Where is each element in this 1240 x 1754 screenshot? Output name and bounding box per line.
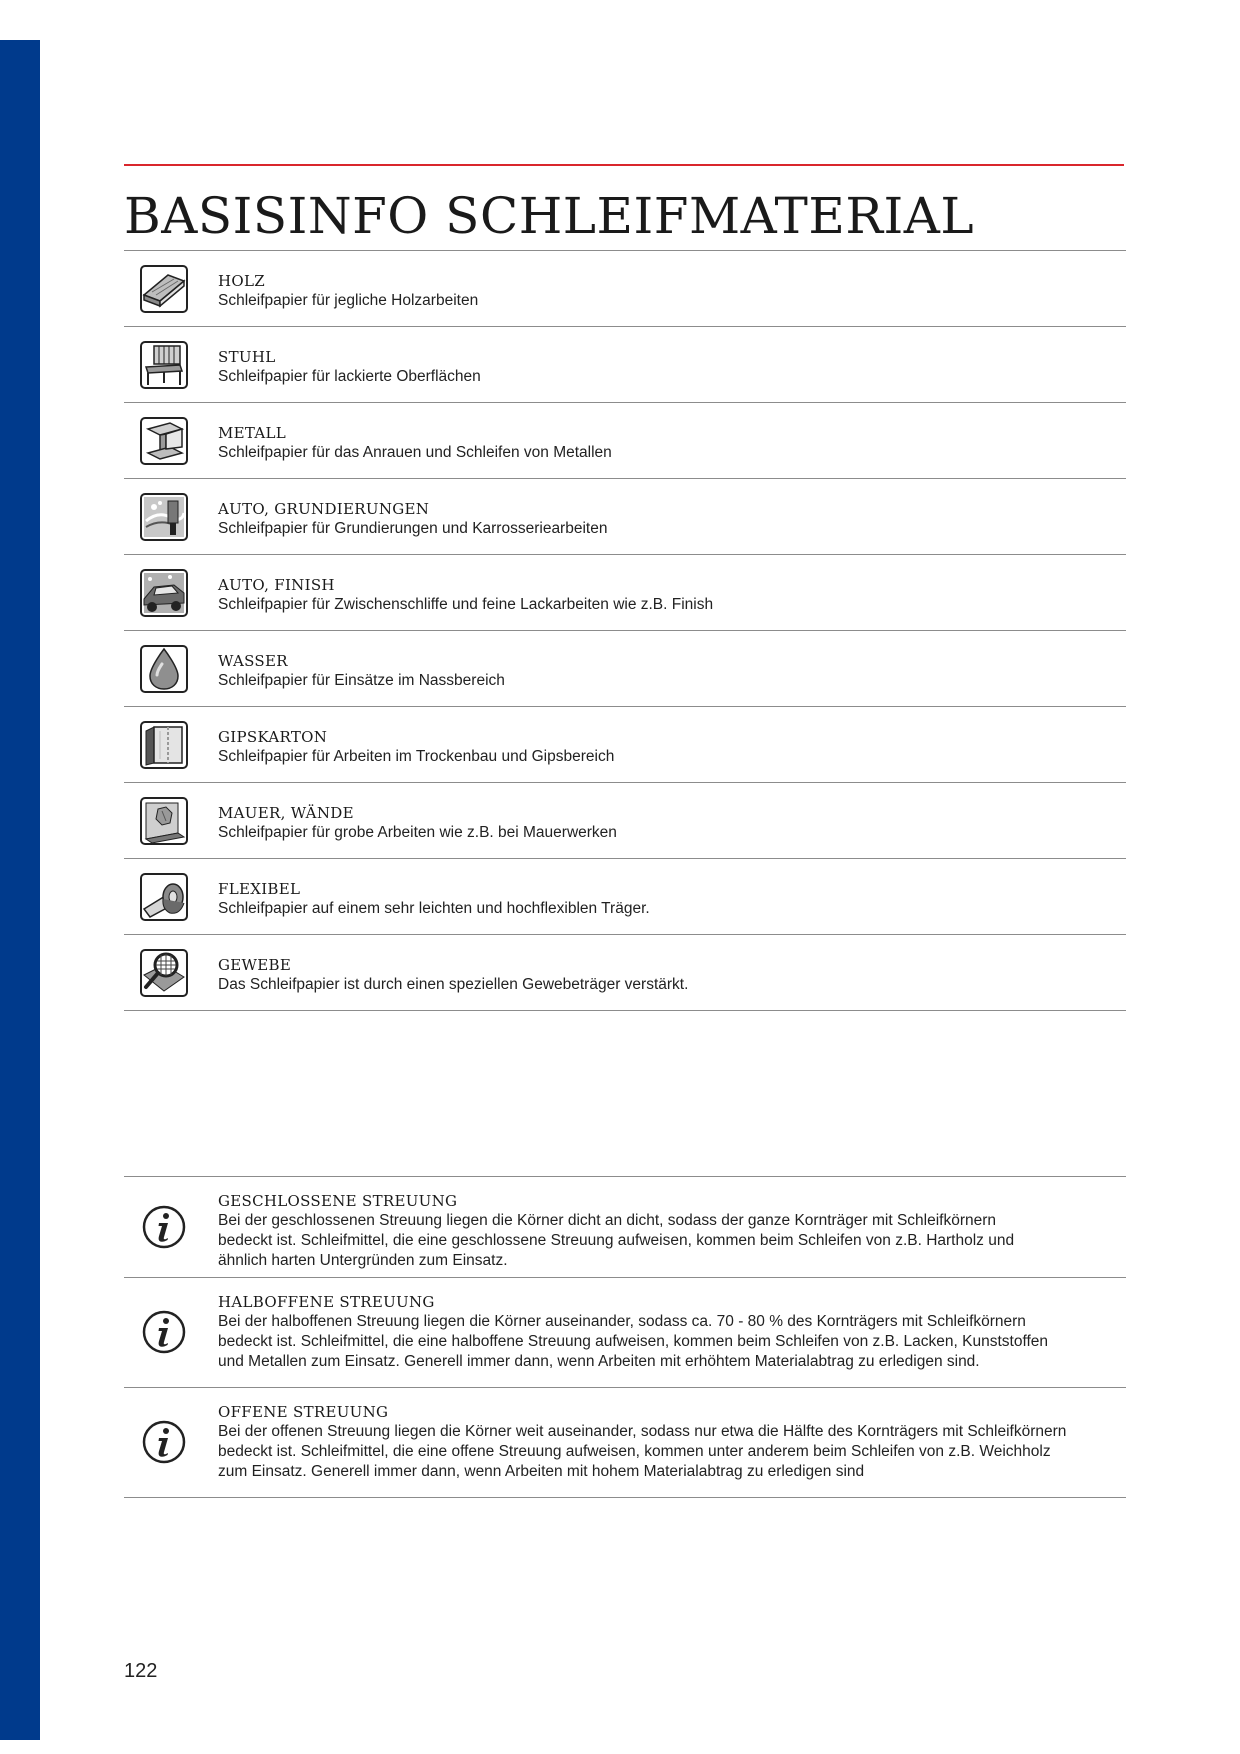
material-description: Schleifpapier für jegliche Holzarbeiten — [218, 292, 479, 309]
material-item-gipskarton — [124, 707, 1126, 783]
material-item-auto-finish — [124, 555, 1126, 631]
material-title: FLEXIBEL — [218, 880, 301, 898]
top-accent-rule — [124, 164, 1124, 166]
material-description: Schleifpapier für grobe Arbeiten wie z.B. bei Mauerwerken — [218, 824, 617, 841]
material-item-wasser — [124, 631, 1126, 707]
info-body: Bei der offenen Streuung liegen die Körner weit auseinander, sodass nur etwa die Hälfte des Kornträgers mit Schleifkörnern bedeckt ist. Schleifmittel, die eine offene Streuung aufweisen, kommen unter anderem beim Schleifen von z.B. Weichholz zum Einsatz. Generell immer dann, wenn Arbeiten mit hohem Materialabtrag zu erledigen sind — [218, 1423, 1067, 1480]
material-item-gewebe — [124, 935, 1126, 1011]
page-title: BASISINFO SCHLEIFMATERIAL — [124, 187, 975, 245]
material-description: Schleifpapier auf einem sehr leichten und hochflexiblen Träger. — [218, 900, 650, 917]
car-finish-icon — [140, 569, 188, 617]
wall-icon — [140, 797, 188, 845]
material-description: Schleifpapier für Arbeiten im Trockenbau und Gipsbereich — [218, 748, 615, 765]
water-drop-icon — [140, 645, 188, 693]
material-description: Schleifpapier für Grundierungen und Karrosseriearbeiten — [218, 520, 608, 537]
info-body: Bei der geschlossenen Streuung liegen die Körner dicht an dicht, sodass der ganze Kornträger mit Schleifkörnern bedeckt ist. Schleifmittel, die eine geschlossene Streuung aufweisen, kommen beim Schleifen von z.B. Hartholz und ähnlich harten Untergründen zum Einsatz. — [218, 1212, 1015, 1269]
material-item-mauer-waende — [124, 783, 1126, 859]
material-title: GIPSKARTON — [218, 728, 328, 746]
material-title: MAUER, WÄNDE — [218, 804, 354, 822]
info-title: HALBOFFENE STREUUNG — [218, 1293, 435, 1311]
side-color-bar — [0, 40, 40, 1740]
material-title: STUHL — [218, 348, 276, 366]
material-description: Schleifpapier für lackierte Oberflächen — [218, 368, 481, 385]
material-title: HOLZ — [218, 272, 265, 290]
flexible-roll-icon — [140, 873, 188, 921]
material-title: METALL — [218, 424, 287, 442]
page-number: 122 — [124, 1660, 158, 1682]
car-primer-icon — [140, 493, 188, 541]
info-title: GESCHLOSSENE STREUUNG — [218, 1192, 458, 1210]
info-item-offene-streuung — [124, 1388, 1126, 1498]
material-title: AUTO, FINISH — [218, 576, 335, 594]
info-item-geschlossene-streuung — [124, 1177, 1126, 1278]
material-item-metall — [124, 403, 1126, 479]
info-item-halboffene-streuung — [124, 1278, 1126, 1388]
wood-board-icon — [140, 265, 188, 313]
metal-beam-icon — [140, 417, 188, 465]
material-list — [124, 251, 1126, 1011]
material-description: Schleifpapier für Einsätze im Nassbereich — [218, 672, 505, 689]
info-body: Bei der halboffenen Streuung liegen die Körner auseinander, sodass ca. 70 - 80 % des Kornträgers mit Schleifkörnern bedeckt ist. Schleifmittel, die eine halboffene Streuung aufweisen, kommen beim Schleifen von z.B. Lacken, Kunststoffen und Metallen zum Einsatz. Generell immer dann, wenn Arbeiten mit erhöhtem Materialabtrag zu erledigen sind. — [218, 1313, 1049, 1370]
material-description: Schleifpapier für Zwischenschliffe und feine Lackarbeiten wie z.B. Finish — [218, 596, 714, 613]
material-description: Das Schleifpapier ist durch einen speziellen Gewebeträger verstärkt. — [218, 976, 689, 993]
chair-icon — [140, 341, 188, 389]
info-title: OFFENE STREUUNG — [218, 1403, 389, 1421]
material-title: WASSER — [218, 652, 288, 670]
material-item-auto-grundierungen — [124, 479, 1126, 555]
info-icon — [142, 1205, 186, 1249]
info-icon — [142, 1310, 186, 1354]
material-description: Schleifpapier für das Anrauen und Schleifen von Metallen — [218, 444, 612, 461]
material-item-stuhl — [124, 327, 1126, 403]
material-title: GEWEBE — [218, 956, 292, 974]
material-item-flexibel — [124, 859, 1126, 935]
info-list — [124, 1176, 1126, 1498]
fabric-magnifier-icon — [140, 949, 188, 997]
material-title: AUTO, GRUNDIERUNGEN — [218, 500, 430, 518]
material-item-holz — [124, 251, 1126, 327]
info-icon — [142, 1420, 186, 1464]
drywall-icon — [140, 721, 188, 769]
